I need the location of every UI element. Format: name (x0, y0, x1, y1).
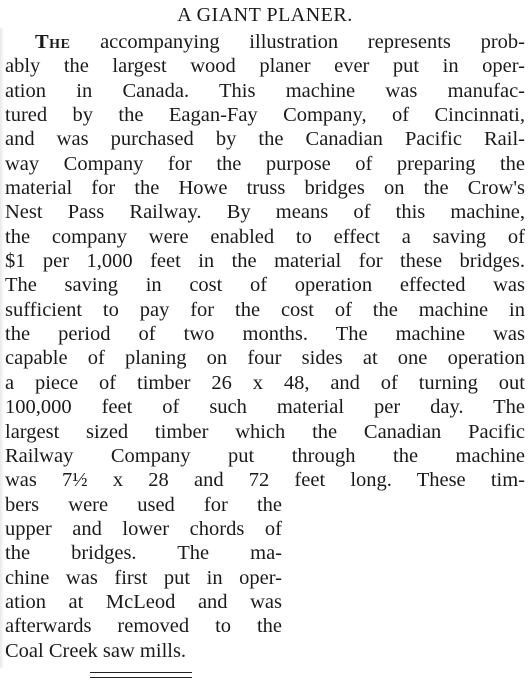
article-end-rule-bottom (90, 677, 192, 678)
article-line-10: $1 per 1,000 feet in the material for these bridges. (5, 250, 525, 273)
article-line-14: capable of planing on four sides at one operation (5, 347, 525, 370)
article-line-11: The saving in cost of operation effected was (5, 274, 525, 297)
article-end-rule-top (90, 672, 192, 673)
page-edge-shadow (0, 28, 4, 668)
article-line-22: the bridges. The ma- (5, 542, 282, 565)
article-line-18: Railway Company put through the machine (5, 444, 525, 467)
article-line-5: and was purchased by the Canadian Pacific Rail- (5, 128, 525, 151)
article-line-26: Coal Creek saw mills. (5, 639, 187, 662)
article-body (5, 30, 525, 663)
article-line-20: bers were used for the (5, 493, 282, 516)
article-line-15: a piece of timber 26 x 48, and of turning out (5, 371, 525, 394)
article-line-25: afterwards removed to the (5, 615, 282, 638)
article-lead-word: The (35, 31, 71, 53)
article-line-7: material for the Howe truss bridges on the Crow's (5, 177, 525, 200)
article-line-8: Nest Pass Railway. By means of this machine, (5, 201, 525, 224)
article-line-4: tured by the Eagan-Fay Company, of Cincinnati, (5, 104, 525, 127)
article-line-12: sufficient to pay for the cost of the machine in (5, 298, 525, 321)
article-line-23: chine was first put in oper- (5, 566, 282, 589)
article-line-9: the company were enabled to effect a saving of (5, 225, 525, 248)
article-line-24: ation at McLeod and was (5, 590, 282, 613)
article-line-17: largest sized timber which the Canadian Pacific (5, 420, 525, 443)
article-line-2: ably the largest wood planer ever put in oper- (5, 55, 525, 78)
article-line-6: way Company for the purpose of preparing the (5, 152, 525, 175)
article-line-1 (5, 30, 525, 54)
article-line-19: was 7½ x 28 and 72 feet long. These tim- (5, 469, 525, 492)
article-line-16: 100,000 feet of such material per day. The (5, 396, 525, 419)
article-title: A GIANT PLANER. (177, 4, 353, 26)
article-line-3: ation in Canada. This machine was manufac- (5, 79, 525, 102)
article-line-21: upper and lower chords of (5, 517, 282, 540)
article-line-13: the period of two months. The machine was (5, 323, 525, 346)
article-line-1-text: accompanying illustration represents prob- (70, 31, 525, 53)
